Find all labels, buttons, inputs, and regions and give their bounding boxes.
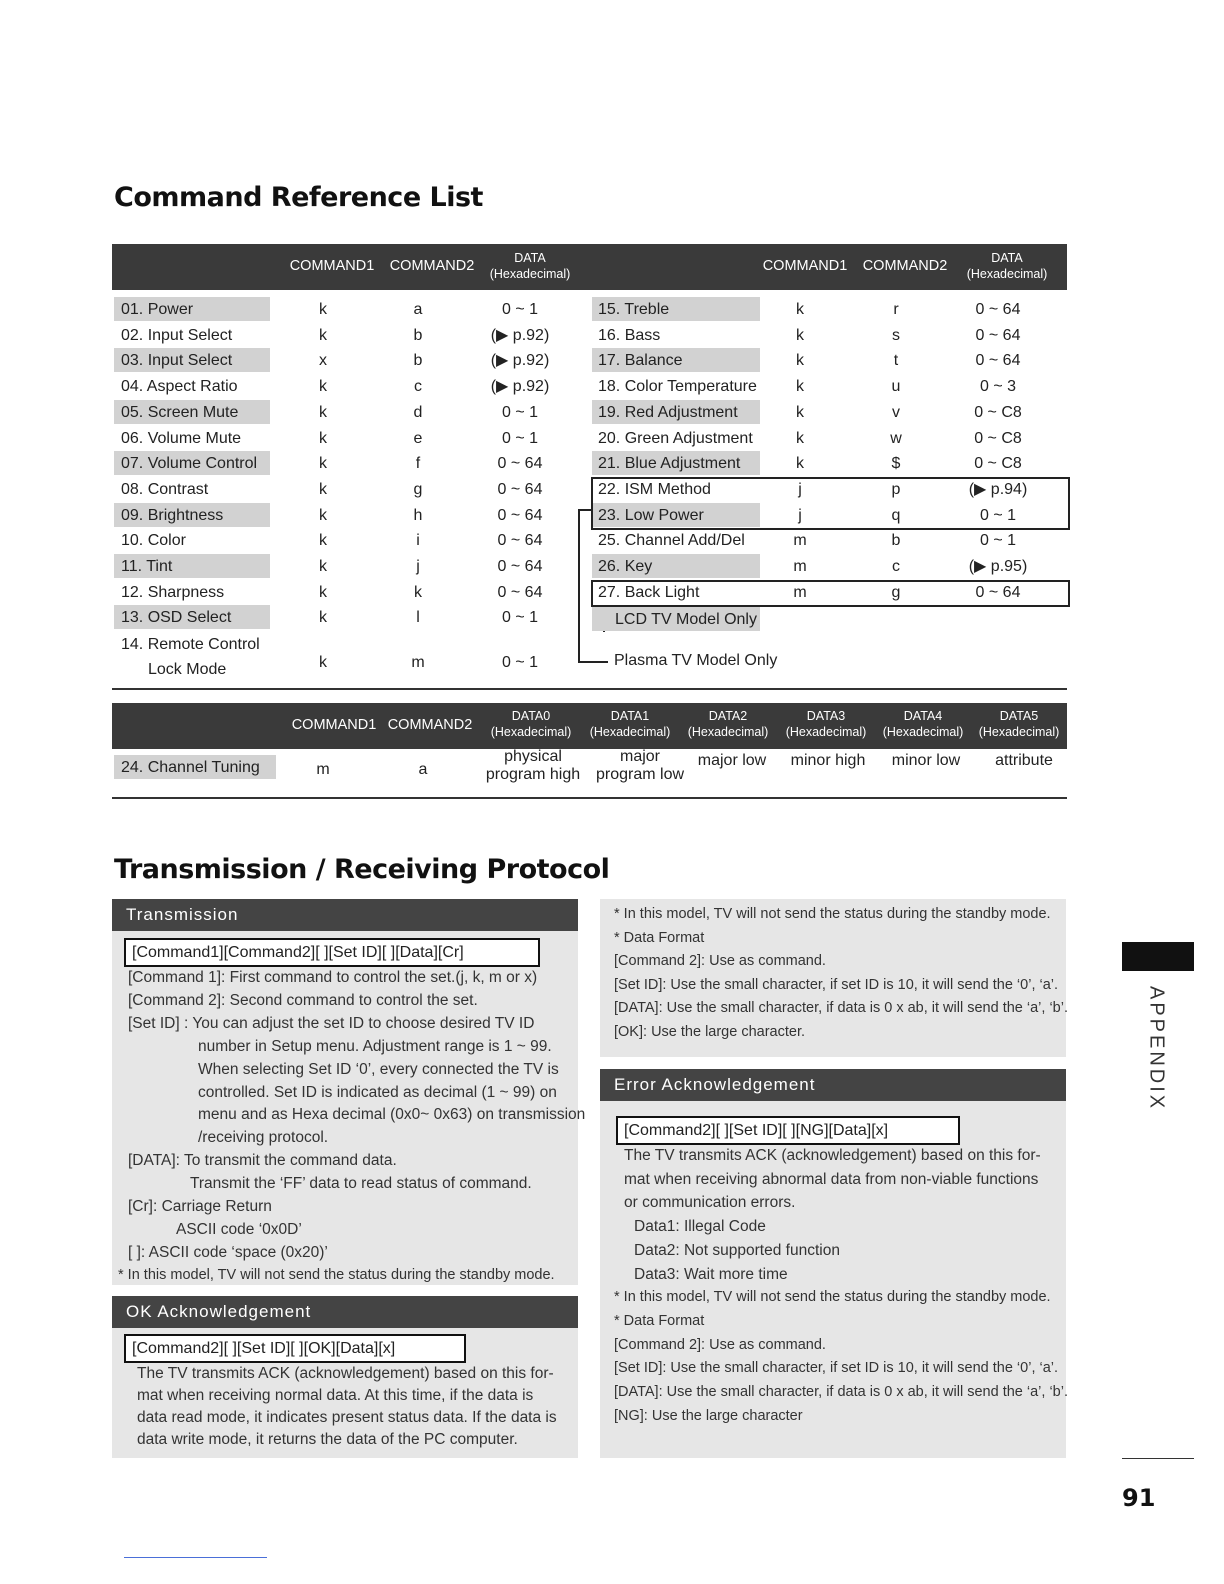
data-range: 0 ~ 64: [497, 455, 543, 473]
row-24-data0-line2: program high: [485, 766, 581, 783]
data-range: 0 ~ 64: [497, 558, 543, 575]
transmission-line: menu and as Hexa decimal (0x0~ 0x63) on transmission: [198, 1106, 586, 1124]
command1-value: k: [319, 609, 327, 627]
row-24-command1: m: [316, 761, 330, 778]
transmission-line: [Set ID] : You can adjust the set ID to choose desired TV ID: [128, 1014, 535, 1032]
command2-value: b: [413, 352, 423, 370]
error-ack-line: or communication errors.: [624, 1194, 796, 1212]
command-name: 12. Sharpness: [121, 583, 225, 601]
t2-header-data4-sub: (Hexadecimal): [882, 725, 964, 739]
data-range: (▶ p.95): [968, 558, 1028, 575]
command1-value: x: [319, 352, 327, 370]
command2-value: c: [892, 558, 900, 575]
command1-value: k: [319, 455, 327, 473]
command-name: 08. Contrast: [121, 480, 209, 498]
row-24-command2: a: [418, 761, 428, 778]
section-title-protocol: Transmission / Receiving Protocol: [114, 854, 610, 885]
command-name: 05. Screen Mute: [121, 403, 239, 421]
data-range: 0 ~ 64: [975, 301, 1021, 318]
t2-header-data2-sub: (Hexadecimal): [687, 725, 769, 739]
command1-value: m: [793, 583, 807, 601]
command-name: 19. Red Adjustment: [598, 403, 738, 421]
command1-value: m: [793, 532, 807, 550]
error-ack-line: * Data Format: [614, 1312, 705, 1329]
ok-ack-line: mat when receiving normal data. At this time, if the data is: [137, 1387, 534, 1404]
command1-value: m: [793, 558, 807, 575]
command-name: 01. Power: [121, 301, 194, 318]
transmission-line: [Command 1]: First command to control the set.(j, k, m or x): [128, 969, 538, 986]
command2-value: q: [891, 506, 901, 524]
command-name: 10. Color: [121, 532, 186, 550]
command1-value: k: [319, 378, 327, 396]
data-range: (▶ p.92): [490, 378, 550, 396]
page-number: 91: [1122, 1484, 1156, 1512]
transmission-line: /receiving protocol.: [198, 1129, 329, 1147]
command1-value: k: [319, 326, 327, 344]
t2-header-data5-sub: (Hexadecimal): [978, 725, 1060, 739]
appendix-tab-marker: [1122, 942, 1194, 971]
command1-value: k: [796, 378, 804, 396]
data-range: 0 ~ 1: [979, 506, 1017, 524]
command2-value: f: [415, 455, 421, 473]
t2-header-command2: COMMAND2: [387, 717, 473, 733]
ok-ack-format: [Command2][ ][Set ID][ ][OK][Data][x]: [124, 1334, 466, 1363]
command2-value: b: [413, 326, 423, 344]
command-name: 07. Volume Control: [121, 455, 258, 473]
plasma-connector-bottom: [578, 661, 608, 663]
error-ack-line: Data1: Illegal Code: [634, 1218, 766, 1236]
command-name: 15. Treble: [598, 301, 670, 318]
command1-value: k: [319, 403, 327, 421]
t2-header-data3: DATA3: [806, 709, 846, 723]
row-24-data0-line1: physical: [504, 748, 562, 765]
data-range: 0 ~ 1: [501, 609, 539, 627]
command1-value: k: [319, 480, 327, 498]
header-data-sub: (Hexadecimal): [489, 267, 571, 281]
t2-header-command1: COMMAND1: [291, 717, 377, 733]
transmission-line: [ ]: ASCII code ‘space (0x20)’: [128, 1243, 328, 1261]
data-range: 0 ~ 64: [975, 352, 1021, 370]
transmission-line: Transmit the ‘FF’ data to read status of command.: [190, 1175, 532, 1193]
header-data-sub-right: (Hexadecimal): [966, 267, 1048, 281]
command2-value: c: [414, 378, 422, 396]
error-ack-line: Data2: Not supported function: [634, 1241, 840, 1259]
appendix-label: APPENDIX: [1145, 986, 1168, 1112]
command1-value: k: [319, 532, 327, 550]
command2-value: r: [893, 301, 899, 318]
data-format-line: [OK]: Use the large character.: [614, 1023, 806, 1040]
section-title-reference: Command Reference List: [114, 182, 483, 213]
lcd-model-note: LCD TV Model Only: [615, 611, 757, 628]
data-format-line: * In this model, TV will not send the status during the standby mode.: [614, 906, 1051, 922]
command-name: 16. Bass: [598, 326, 661, 344]
data-format-line: [Command 2]: Use as command.: [614, 953, 826, 969]
command1-value: j: [798, 506, 802, 524]
data-range: 0 ~ 1: [979, 532, 1017, 550]
command2-value: k: [414, 583, 422, 601]
row-24-data4: minor low: [891, 752, 961, 769]
command2-value: g: [413, 480, 423, 498]
transmission-line: * In this model, TV will not send the status during the standby mode.: [118, 1266, 555, 1283]
command2-value: $: [891, 455, 901, 473]
error-ack-line: Data3: Wait more time: [634, 1265, 788, 1283]
data-range: 0 ~ 64: [975, 326, 1021, 344]
data-range: (▶ p.92): [490, 352, 550, 370]
channel-table-header: [112, 703, 1067, 749]
data-format-line: [DATA]: Use the small character, if data is 0 x ab, it will send the ‘a’, ‘b’.: [614, 1000, 1068, 1016]
transmission-line: [DATA]: To transmit the command data.: [128, 1152, 397, 1170]
footer-link-line: [124, 1557, 267, 1558]
row-14-command2: m: [411, 654, 425, 671]
command2-value: u: [891, 378, 901, 396]
error-ack-line: * In this model, TV will not send the status during the standby mode.: [614, 1289, 1051, 1306]
transmission-line: When selecting Set ID ‘0’, every connected the TV is: [198, 1060, 559, 1078]
error-ack-line: [DATA]: Use the small character, if data is 0 x ab, it will send the ‘a’, ‘b’.: [614, 1384, 1068, 1400]
command2-value: d: [413, 403, 423, 421]
command-name: 23. Low Power: [598, 506, 704, 524]
command-name: 13. OSD Select: [121, 609, 232, 627]
command-name: 06. Volume Mute: [121, 429, 242, 447]
transmission-line: number in Setup menu. Adjustment range is 1 ~ 99.: [198, 1037, 552, 1055]
command2-value: i: [416, 532, 420, 550]
command-name: 17. Balance: [598, 352, 683, 370]
data-range: (▶ p.92): [490, 326, 550, 344]
lcd-bracket-box: [591, 580, 1070, 607]
data-range: 0 ~ 1: [501, 429, 539, 447]
error-ack-format: [Command2][ ][Set ID][ ][NG][Data][x]: [616, 1116, 960, 1145]
command-name: 21. Blue Adjustment: [598, 455, 741, 473]
command-name: 09. Brightness: [121, 506, 224, 524]
table1-bottom-rule: [112, 688, 1067, 690]
row-24-data1-line2: program low: [595, 766, 685, 783]
error-ack-line: [Command 2]: Use as command.: [614, 1336, 826, 1353]
command-name: 25. Channel Add/Del: [598, 532, 745, 550]
command2-value: g: [891, 583, 901, 601]
transmission-line: ASCII code ‘0x0D’: [176, 1220, 302, 1238]
command1-value: k: [319, 583, 327, 601]
command2-value: t: [893, 352, 899, 370]
data-range: 0 ~ 64: [975, 583, 1021, 601]
plasma-connector-vertical: [578, 509, 580, 662]
t2-header-data5: DATA5: [999, 709, 1039, 723]
data-range: 0 ~ 64: [497, 506, 543, 524]
row-14-command1: k: [319, 654, 327, 671]
header-data: DATA: [514, 251, 546, 265]
command-name: 04. Aspect Ratio: [121, 378, 238, 396]
command1-value: k: [319, 558, 327, 575]
data-range: 0 ~ C8: [974, 429, 1022, 447]
row-14-name-line2: Lock Mode: [148, 661, 227, 678]
row-24-data1-line1: major: [619, 748, 660, 765]
command2-value: b: [891, 532, 901, 550]
row-24-data2: major low: [697, 752, 767, 769]
data-range: 0 ~ 1: [501, 403, 539, 421]
command2-value: p: [891, 480, 901, 498]
command-name: 03. Input Select: [121, 352, 233, 370]
command1-value: j: [798, 480, 802, 498]
command2-value: j: [416, 558, 420, 575]
command1-value: k: [796, 455, 804, 473]
row-14-data: 0 ~ 1: [501, 654, 539, 671]
transmission-heading: Transmission: [112, 899, 578, 931]
data-range: 0 ~ 3: [979, 378, 1017, 396]
command-name: 02. Input Select: [121, 326, 233, 344]
row-24-name: 24. Channel Tuning: [121, 759, 260, 776]
plasma-connector-top: [578, 509, 592, 511]
command1-value: k: [796, 403, 804, 421]
data-range: (▶ p.94): [968, 480, 1028, 498]
header-command1: COMMAND1: [289, 258, 375, 274]
command-name: 27. Back Light: [598, 583, 700, 601]
data-range: 0 ~ 64: [497, 583, 543, 601]
data-range: 0 ~ C8: [974, 403, 1022, 421]
header-command2-right: COMMAND2: [862, 258, 948, 274]
ok-ack-heading: OK Acknowledgement: [112, 1296, 578, 1328]
error-ack-line: [Set ID]: Use the small character, if set ID is 10, it will send the ‘0’, ‘a’.: [614, 1360, 1059, 1377]
row-24-data5: attribute: [995, 752, 1053, 769]
data-format-line: * Data Format: [614, 929, 705, 946]
command2-value: e: [413, 429, 423, 447]
ok-ack-line: data write mode, it returns the data of the PC computer.: [137, 1431, 518, 1448]
command-name: 18. Color Temperature: [598, 378, 757, 396]
t2-header-data3-sub: (Hexadecimal): [785, 725, 867, 739]
transmission-format: [Command1][Command2][ ][Set ID][ ][Data][Cr]: [124, 938, 540, 967]
command2-value: w: [890, 429, 902, 447]
command1-value: k: [796, 301, 804, 318]
row-14-name-line1: 14. Remote Control: [121, 636, 260, 653]
t2-header-data1-sub: (Hexadecimal): [589, 725, 671, 739]
ok-ack-line: data read mode, it indicates present status data. If the data is: [137, 1409, 557, 1426]
command-name: 11. Tint: [121, 558, 173, 575]
ok-ack-line: The TV transmits ACK (acknowledgement) based on this for-: [137, 1365, 554, 1382]
sidebar-rule: [1122, 1458, 1194, 1459]
data-range: 0 ~ C8: [974, 455, 1022, 473]
command2-value: l: [416, 609, 420, 627]
transmission-line: [Command 2]: Second command to control the set.: [128, 991, 478, 1009]
data-format-line: [Set ID]: Use the small character, if set ID is 10, it will send the ‘0’, ‘a’.: [614, 976, 1059, 993]
t2-header-data4: DATA4: [903, 709, 943, 723]
command1-value: k: [319, 429, 327, 447]
command1-value: k: [319, 301, 327, 318]
command2-value: a: [413, 301, 423, 318]
command2-value: h: [413, 506, 423, 524]
command1-value: k: [796, 326, 804, 344]
command2-value: s: [892, 326, 900, 344]
data-range: 0 ~ 1: [501, 301, 539, 318]
error-ack-line: [NG]: Use the large character: [614, 1407, 803, 1424]
t2-header-data0-sub: (Hexadecimal): [490, 725, 572, 739]
t2-header-data0: DATA0: [511, 709, 551, 723]
header-command1-right: COMMAND1: [762, 258, 848, 274]
plasma-lcd-bracket-box: [591, 477, 1070, 530]
table2-bottom-rule: [112, 797, 1067, 799]
command-name: 22. ISM Method: [598, 480, 711, 498]
command1-value: k: [796, 352, 804, 370]
error-ack-line: The TV transmits ACK (acknowledgement) based on this for-: [624, 1147, 1041, 1164]
row-24-data3: minor high: [790, 752, 866, 769]
command-table-header: [112, 244, 1067, 290]
command1-value: k: [796, 429, 804, 447]
command2-value: v: [892, 403, 900, 421]
command1-value: k: [319, 506, 327, 524]
plasma-model-note: Plasma TV Model Only: [614, 652, 778, 669]
data-range: 0 ~ 64: [497, 532, 543, 550]
transmission-line: [Cr]: Carriage Return: [128, 1198, 272, 1215]
command-name: 26. Key: [598, 558, 653, 575]
header-data-right: DATA: [991, 251, 1023, 265]
data-range: 0 ~ 64: [497, 480, 543, 498]
error-ack-line: mat when receiving abnormal data from non-viable functions: [624, 1170, 1039, 1188]
transmission-line: controlled. Set ID is indicated as decimal (1 ~ 99) on: [198, 1083, 557, 1101]
header-command2: COMMAND2: [389, 258, 475, 274]
error-ack-heading: Error Acknowledgement: [600, 1069, 1066, 1101]
t2-header-data1: DATA1: [610, 709, 650, 723]
command-name: 20. Green Adjustment: [598, 429, 753, 447]
t2-header-data2: DATA2: [708, 709, 748, 723]
